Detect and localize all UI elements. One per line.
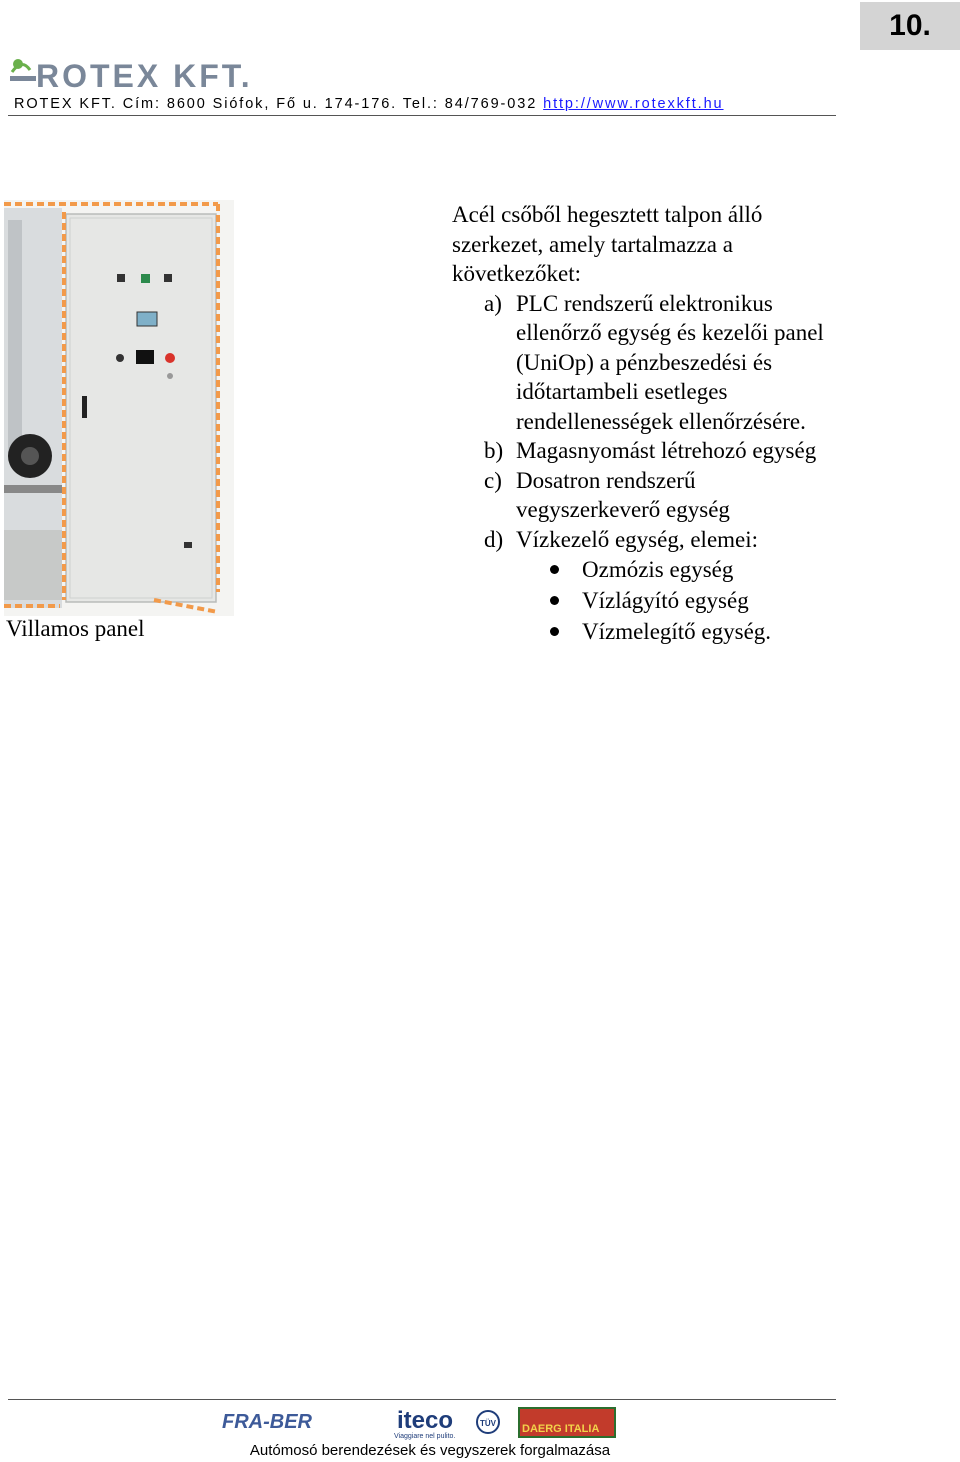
- bullet-icon: [550, 596, 559, 605]
- bullet-icon: [550, 627, 559, 636]
- logo-text: ROTEX KFT.: [36, 58, 253, 94]
- footer-divider: [8, 1399, 836, 1400]
- sub-item-text: Ozmózis egység: [582, 557, 734, 582]
- list-marker: a): [484, 290, 502, 316]
- sub-item-text: Vízmelegítő egység.: [582, 619, 772, 644]
- fraber-logo: [222, 1411, 313, 1433]
- svg-text:TÜV: TÜV: [480, 1419, 496, 1428]
- daerg-italia-logo: [518, 1407, 616, 1438]
- address-text: ROTEX KFT. Cím: 8600 Siófok, Fő u. 174-176. Tel.: 84/769-032: [14, 96, 538, 112]
- list-item: [452, 289, 832, 437]
- sub-list-item: [452, 585, 832, 616]
- list-item: [452, 436, 832, 466]
- svg-text:DAERG ITALIA: DAERG ITALIA: [522, 1423, 600, 1435]
- figure-caption: Villamos panel: [6, 616, 145, 641]
- svg-text:Viaggiare nel pulito.: Viaggiare nel pulito.: [394, 1433, 456, 1440]
- list-item: [452, 525, 832, 555]
- iteco-logo: [394, 1407, 455, 1440]
- list-marker: c): [484, 467, 502, 493]
- list-marker: b): [484, 438, 504, 463]
- svg-text:FRA-BER: FRA-BER: [222, 1411, 312, 1433]
- list-item-text: Vízkezelő egység, elemei:: [516, 526, 759, 552]
- list-marker: d): [484, 526, 504, 552]
- header-divider: [8, 115, 836, 116]
- page-number: 10.: [860, 2, 960, 50]
- sub-item-list: [452, 554, 832, 647]
- description: [452, 200, 832, 647]
- list-item-text: PLC rendszerű elektronikus ellenőrző egység és kezelői panel (UniOp) a pénzbeszedési és időtartambeli esetleges rendellenességek ellenőrzésére.: [516, 290, 824, 434]
- electrical-panel-photo: [4, 200, 234, 616]
- list-item: [452, 466, 832, 525]
- sub-list-item: [452, 554, 832, 585]
- bullet-icon: [550, 565, 559, 574]
- list-item-text: Magasnyomást létrehozó egység: [516, 438, 817, 463]
- sub-list-item: [452, 616, 832, 647]
- partner-logos: [222, 1406, 622, 1440]
- intro-paragraph: Acél csőből hegesztett talpon álló szerkezet, amely tartalmazza a következőket:: [452, 202, 763, 286]
- footer-text: Autómosó berendezések és vegyszerek forgalmazása: [249, 1442, 611, 1459]
- list-item-text: Dosatron rendszerű vegyszerkeverő egység: [516, 467, 730, 522]
- header-address: [14, 96, 724, 112]
- website-link[interactable]: http://www.rotexkft.hu: [543, 96, 724, 112]
- sub-item-text: Vízlágyító egység: [582, 588, 749, 613]
- svg-text:iteco: iteco: [397, 1407, 454, 1434]
- tuv-logo: [477, 1411, 499, 1433]
